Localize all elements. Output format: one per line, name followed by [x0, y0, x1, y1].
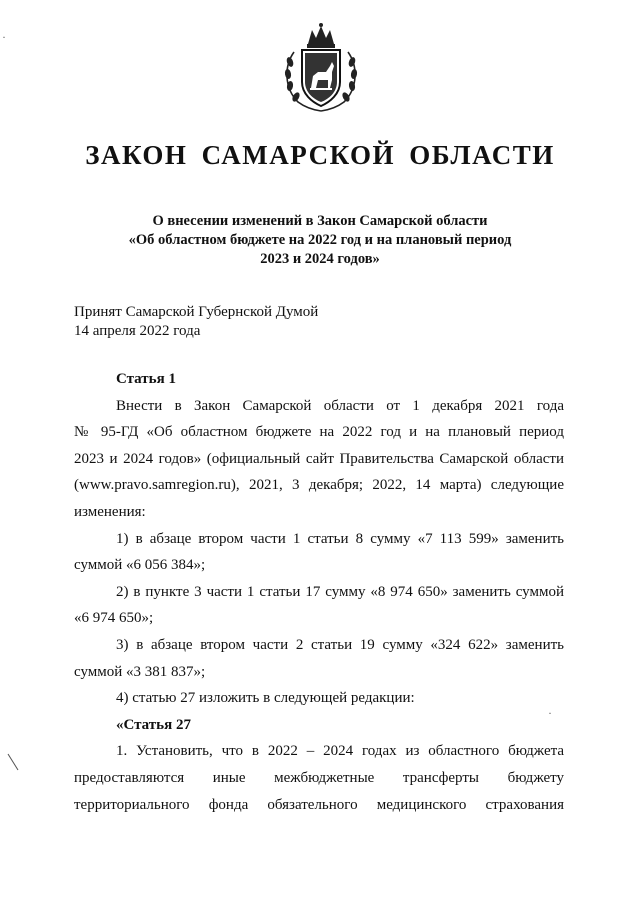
subtitle-line: О внесении изменений в Закон Самарской области — [152, 213, 488, 229]
adoption-date: 14 апреля 2022 года — [74, 323, 201, 339]
scan-mark — [6, 752, 20, 772]
amendment-item-3-cont: суммой «3 381 837»; — [74, 663, 206, 680]
amendment-item-2-cont: «6 974 650»; — [74, 610, 154, 627]
adopted-by: Принят Самарской Губернской Думой — [74, 304, 319, 320]
article-1-line: изменения: — [74, 503, 146, 520]
law-subtitle — [80, 212, 560, 269]
article-1-line: Внести в Закон Самарской области от 1 декабря 2021 года — [116, 397, 564, 414]
article-27-line: предоставляются иные межбюджетные трансферты бюджету — [74, 769, 564, 786]
article-1-heading: Статья 1 — [116, 371, 176, 387]
document-body — [74, 366, 564, 818]
subtitle-line: 2023 и 2024 годов» — [260, 251, 380, 267]
law-title: ЗАКОН САМАРСКОЙ ОБЛАСТИ — [85, 140, 555, 170]
amendment-item-2: 2) в пункте 3 части 1 статьи 17 сумму «8 974 650» заменить суммой — [116, 583, 564, 600]
article-1-line: № 95-ГД «Об областном бюджете на 2022 год и на плановый период — [74, 424, 564, 441]
amendment-item-1: 1) в абзаце втором части 1 статьи 8 сумму «7 113 599» заменить — [116, 530, 564, 547]
amendment-item-3: 3) в абзаце втором части 2 статьи 19 сумму «324 622» заменить — [116, 636, 564, 653]
article-1-line: 2023 и 2024 годов» (официальный сайт Правительства Самарской области — [74, 450, 564, 467]
scan-speck: · — [548, 706, 552, 720]
samara-coat-of-arms-icon — [278, 22, 364, 114]
amendment-item-1-cont: суммой «6 056 384»; — [74, 557, 206, 574]
adoption-info — [74, 303, 318, 341]
article-1-line: (www.pravo.samregion.ru), 2021, 3 декабря; 2022, 14 марта) следующие — [74, 477, 564, 494]
article-27-line: 1. Установить, что в 2022 – 2024 годах из областного бюджета — [116, 743, 564, 760]
subtitle-line: «Об областном бюджете на 2022 год и на плановый период — [128, 232, 512, 248]
scan-speck: · — [2, 30, 6, 44]
amendment-item-4: 4) статью 27 изложить в следующей редакции: — [116, 690, 415, 707]
article-27-heading: «Статья 27 — [116, 716, 191, 733]
article-27-line: территориального фонда обязательного медицинского страхования — [74, 796, 564, 813]
